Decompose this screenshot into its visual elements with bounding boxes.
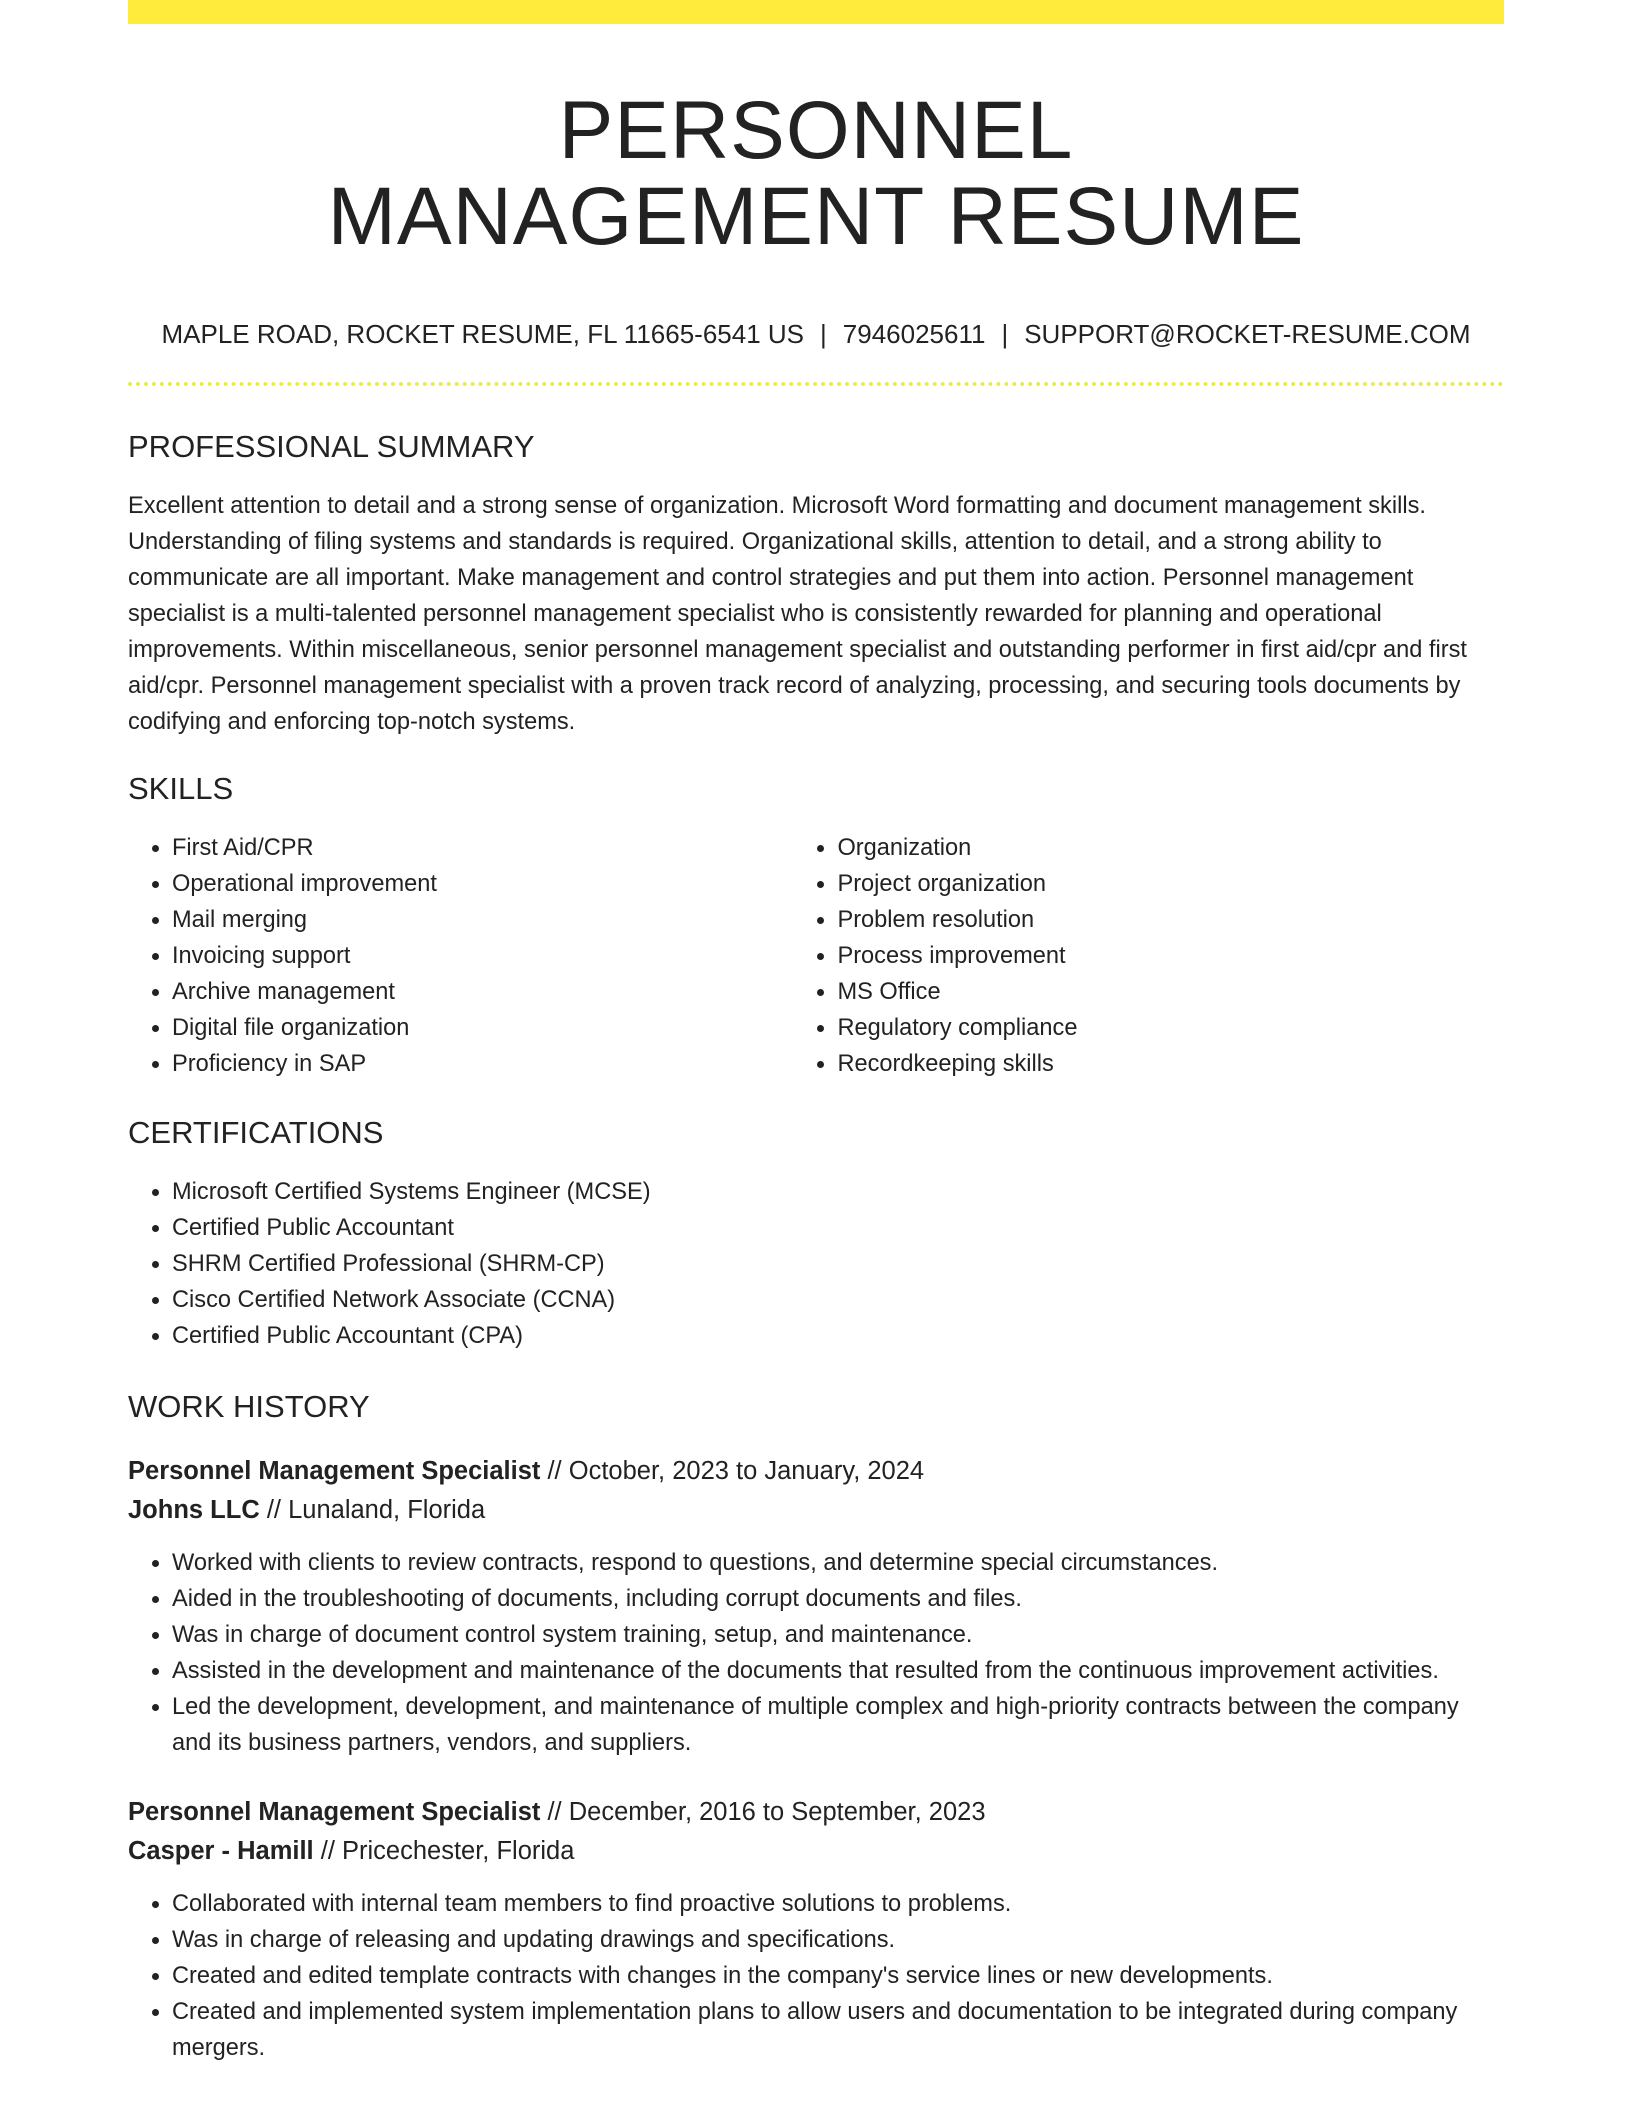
skills-heading: SKILLS — [128, 771, 234, 806]
job-bullet: • Worked with clients to review contracts, respond to questions, and determine special circumstances. — [172, 1545, 1504, 1581]
summary-text: Excellent attention to detail and a strong sense of organization. Microsoft Word formatting and document management skills. Understanding of filing systems and standards is required. Organizational skills, attention to detail, and a strong ability to communicate are all important. Make management and control strategies and put them into action. Personnel management specialist is a multi-talented personnel management specialist who is consistently rewarded for planning and operational improvements. Within miscellaneous, senior personnel management specialist and outstanding performer in first aid/cpr and first aid/cpr. Personnel management specialist with a proven track record of analyzing, processing, and securing tools documents by codifying and enforcing top-notch systems. — [128, 493, 1467, 735]
job-dates: // October, 2023 to January, 2024 — [540, 1457, 925, 1485]
skill-item: • Recordkeeping skills — [837, 1046, 1504, 1082]
certification-item: • Certified Public Accountant (CPA) — [172, 1318, 1504, 1354]
skill-item: • Proficiency in SAP — [172, 1046, 793, 1082]
skill-item: • Problem resolution — [837, 902, 1504, 938]
skill-item: • Digital file organization — [172, 1010, 793, 1046]
job-entry — [128, 1793, 1504, 2066]
job-bullet: • Assisted in the development and maintenance of the documents that resulted from the continuous improvement activities. — [172, 1653, 1504, 1689]
skill-item: • First Aid/CPR — [172, 830, 793, 866]
job-title: Personnel Management Specialist — [128, 1457, 541, 1485]
certifications-heading: CERTIFICATIONS — [128, 1115, 384, 1150]
skill-item: • Invoicing support — [172, 938, 793, 974]
contact-address: MAPLE ROAD, ROCKET RESUME, FL 11665-6541 US — [161, 319, 805, 349]
certification-item: • Cisco Certified Network Associate (CCNA) — [172, 1282, 1504, 1318]
dotted-divider — [128, 382, 1504, 386]
contact-phone: 7946025611 — [842, 319, 986, 349]
job-location: // Lunaland, Florida — [259, 1496, 486, 1524]
resume-content — [128, 24, 1504, 2066]
summary-heading: PROFESSIONAL SUMMARY — [128, 429, 535, 464]
skills-list-left — [128, 830, 793, 1082]
job-company-line — [128, 1832, 1504, 1870]
job-title-line — [128, 1452, 1504, 1490]
skill-item: • Operational improvement — [172, 866, 793, 902]
certification-item: • Microsoft Certified Systems Engineer (MCSE) — [172, 1174, 1504, 1210]
job-title: Personnel Management Specialist — [128, 1798, 541, 1826]
job-company: Casper - Hamill — [128, 1837, 314, 1865]
job-bullet: • Collaborated with internal team members to find proactive solutions to problems. — [172, 1886, 1504, 1922]
work-history-heading: WORK HISTORY — [128, 1389, 370, 1424]
skill-item: • Project organization — [837, 866, 1504, 902]
skills-columns — [128, 830, 1504, 1082]
job-company-line — [128, 1491, 1504, 1529]
contact-email: SUPPORT@ROCKET-RESUME.COM — [1024, 319, 1471, 349]
skill-item: • Archive management — [172, 974, 793, 1010]
skill-item: • Mail merging — [172, 902, 793, 938]
resume-title — [128, 85, 1504, 262]
job-entry — [128, 1452, 1504, 1761]
job-bullet: • Created and edited template contracts with changes in the company's service lines or new developments. — [172, 1958, 1504, 1994]
top-accent-bar — [128, 0, 1504, 24]
certifications-list — [128, 1174, 1504, 1354]
contact-line — [128, 318, 1504, 350]
job-dates: // December, 2016 to September, 2023 — [540, 1798, 986, 1826]
job-location: // Pricechester, Florida — [313, 1837, 575, 1865]
skills-list-right — [793, 830, 1504, 1082]
skill-item: • MS Office — [837, 974, 1504, 1010]
skill-item: • Organization — [837, 830, 1504, 866]
skill-item: • Process improvement — [837, 938, 1504, 974]
contact-separator: | — [1001, 319, 1009, 349]
job-bullets — [128, 1545, 1504, 1761]
job-bullet: • Aided in the troubleshooting of documents, including corrupt documents and files. — [172, 1581, 1504, 1617]
job-bullet: • Was in charge of releasing and updating drawings and specifications. — [172, 1922, 1504, 1958]
job-company: Johns LLC — [128, 1496, 260, 1524]
skill-item: • Regulatory compliance — [837, 1010, 1504, 1046]
job-bullet: • Was in charge of document control system training, setup, and maintenance. — [172, 1617, 1504, 1653]
certification-item: • Certified Public Accountant — [172, 1210, 1504, 1246]
job-bullets — [128, 1886, 1504, 2066]
contact-separator: | — [820, 319, 827, 349]
title-line-2: MANAGEMENT RESUME — [327, 171, 1305, 262]
job-bullet: • Created and implemented system implementation plans to allow users and documentation to be integrated during company mergers. — [172, 1994, 1504, 2066]
job-title-line — [128, 1793, 1504, 1831]
certification-item: • SHRM Certified Professional (SHRM-CP) — [172, 1246, 1504, 1282]
job-bullet: • Led the development, development, and maintenance of multiple complex and high-priority contracts between the company and its business partners, vendors, and suppliers. — [172, 1689, 1504, 1761]
title-line-1: PERSONNEL — [558, 85, 1074, 176]
